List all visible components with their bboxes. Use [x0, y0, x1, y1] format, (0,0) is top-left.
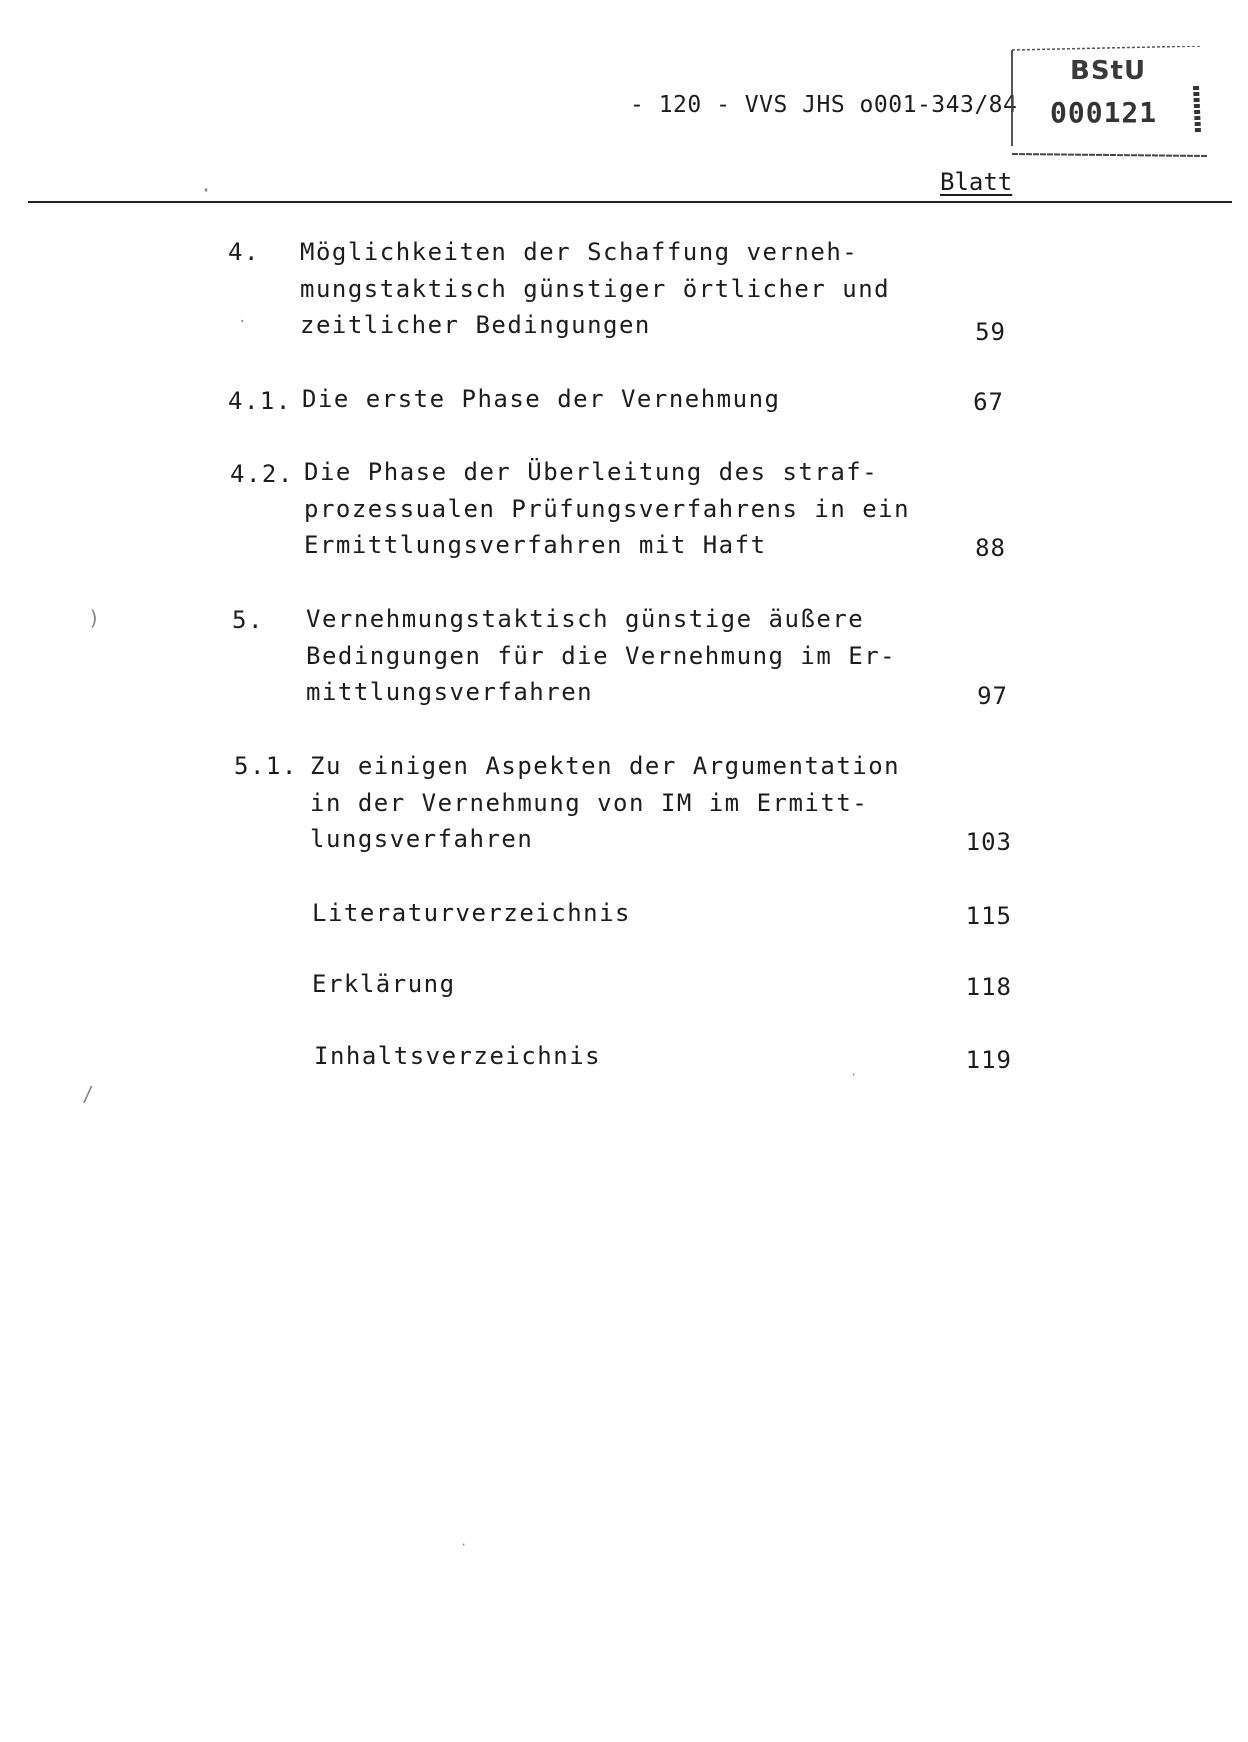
toc-entry-title [300, 234, 890, 344]
toc-entry-line: Die Phase der Überleitung des straf- [304, 458, 879, 486]
toc-entry-line: Literaturverzeichnis [312, 899, 631, 927]
toc-entry-page: 59 [975, 318, 1006, 346]
toc-entry-line: Inhaltsverzeichnis [314, 1042, 602, 1070]
stamp-number: 000121 [1050, 96, 1158, 129]
toc-entry-line: mungstaktisch günstiger örtlicher und [300, 274, 891, 303]
page-column-label: Blatt [940, 168, 1013, 196]
page-header: - 120 - VVS JHS o001-343/84 [630, 92, 1018, 118]
toc-entry-line: Die erste Phase der Vernehmung [302, 385, 781, 413]
toc-entry-line: lungsverfahren [310, 825, 534, 853]
toc-entry-line: Erklärung [312, 970, 456, 998]
scan-speck: · [200, 178, 213, 202]
toc-entry-page: 97 [977, 682, 1008, 710]
toc-entry-title [314, 1038, 601, 1075]
toc-entry-title [310, 748, 900, 858]
toc-entry-line: Zu einigen Aspekten der Argumentation [310, 752, 901, 780]
toc-entry-line: mittlungsverfahren [306, 678, 594, 706]
toc-entry-number: 4.2. [230, 460, 294, 488]
toc-entry-line: zeitlicher Bedingungen [300, 311, 651, 339]
toc-entry-title [304, 454, 910, 564]
scan-speck: · [460, 1538, 468, 1552]
toc-entry-number: 4. [228, 238, 260, 266]
toc-entry-title [312, 966, 456, 1003]
toc-entry-page: 88 [975, 534, 1006, 562]
toc-entry-title [306, 601, 896, 711]
toc-entry-line: Bedingungen für die Vernehmung im Er- [306, 641, 897, 670]
binder-hole-mark: / [82, 1082, 95, 1106]
toc-entry-line: prozessualen Prüfungsverfahrens in ein [304, 494, 911, 523]
scan-speck: · [238, 314, 247, 330]
toc-entry-number: 5.1. [234, 752, 298, 780]
toc-entry-line: Möglichkeiten der Schaffung verneh- [300, 238, 859, 266]
toc-entry-page: 115 [965, 902, 1012, 930]
toc-entry-line: Vernehmungstaktisch günstige äußere [306, 605, 865, 633]
toc-entry-title [312, 895, 631, 932]
toc-entry-page: 119 [965, 1046, 1012, 1074]
toc-entry-title [302, 381, 780, 418]
toc-entry-number: 5. [232, 606, 264, 634]
toc-entry-line: Ermittlungsverfahren mit Haft [304, 531, 767, 559]
binder-hole-mark: ) [88, 606, 101, 630]
toc-entry-page: 67 [973, 388, 1004, 416]
toc-entry-page: 103 [965, 828, 1012, 856]
toc-entry-page: 118 [965, 973, 1012, 1001]
scan-speck: · [850, 1068, 858, 1082]
toc-entry-number: 4.1. [228, 387, 292, 415]
stamp-code: BStU [1070, 56, 1147, 86]
toc-entry-line: in der Vernehmung von IM im Ermitt- [310, 788, 869, 817]
